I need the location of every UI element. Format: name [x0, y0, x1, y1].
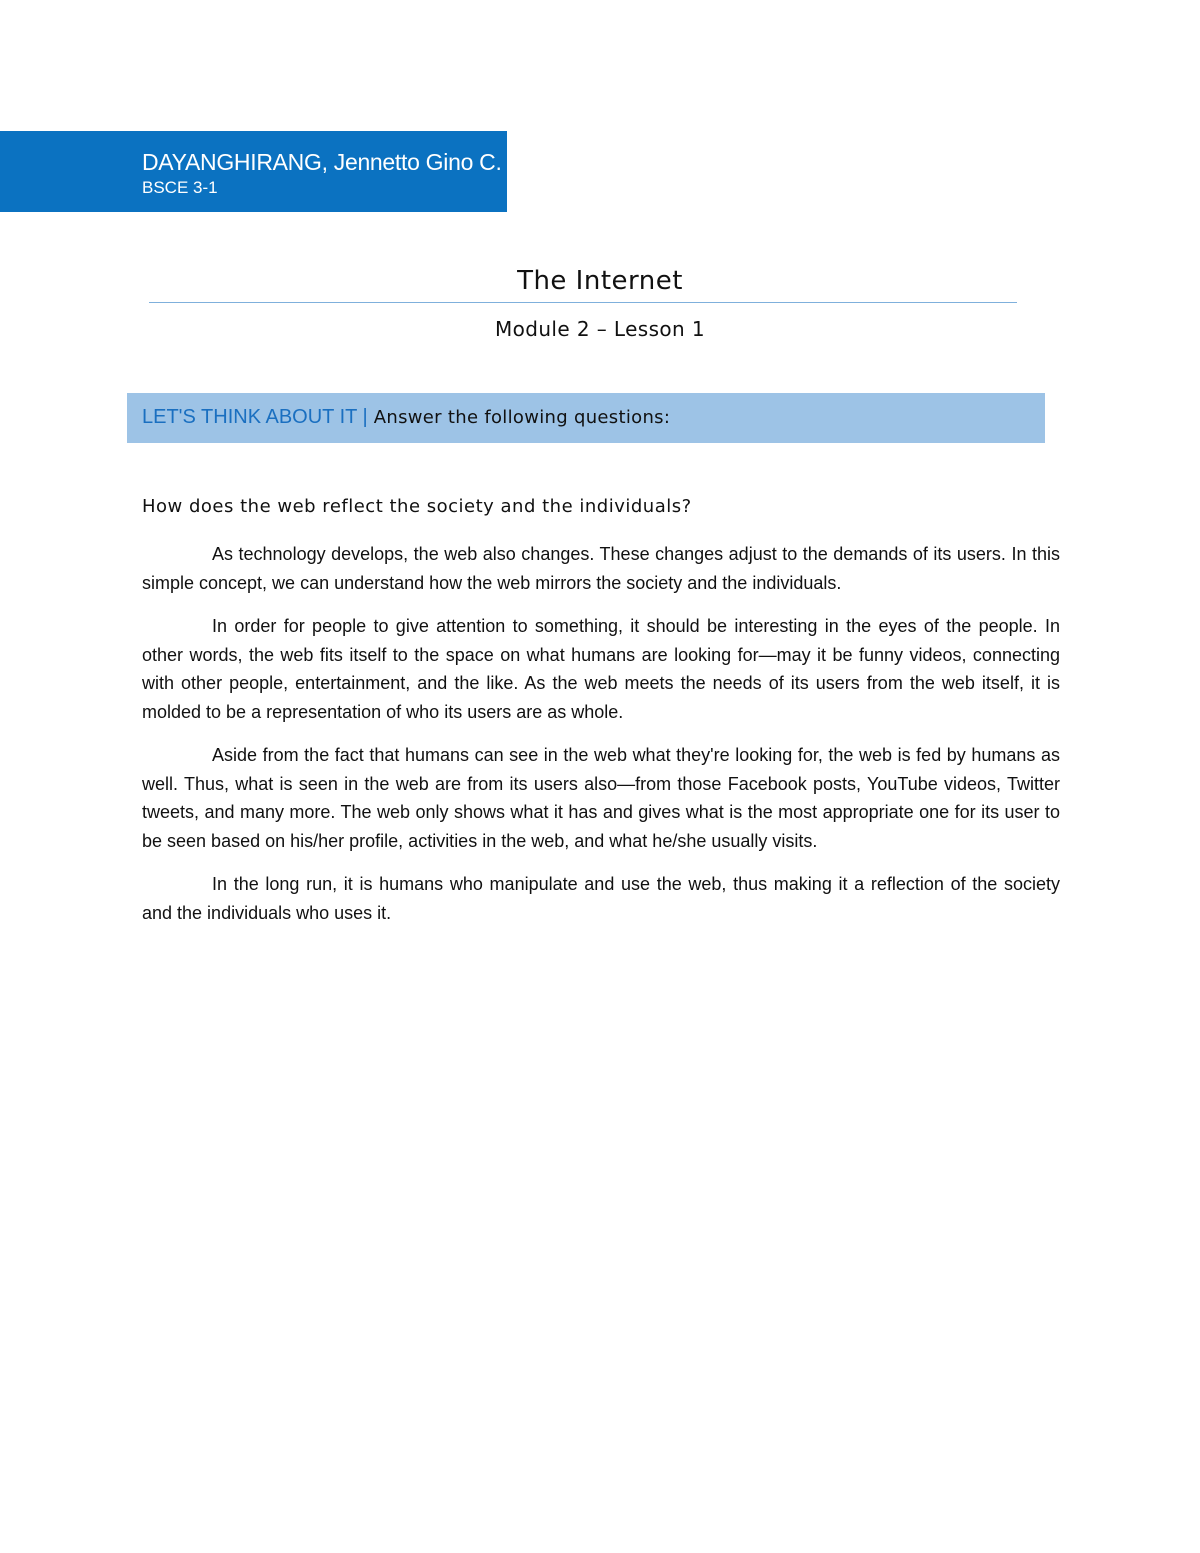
student-name: DAYANGHIRANG, Jennetto Gino C. — [142, 149, 502, 175]
answer-body — [142, 540, 1060, 942]
name-banner — [0, 131, 507, 212]
student-section: BSCE 3-1 — [142, 178, 218, 197]
answer-paragraph: Aside from the fact that humans can see in the web what they're looking for, the web is fed by humans as well. Thus, what is seen in the web are from its users also—from those Facebook posts, YouTube videos, Twitter tweets, and many more. The web only shows what it has and gives what is the most appropriate one for its user to be seen based on his/her profile, activities in the web, and what he/she usually visits. — [142, 745, 1060, 851]
task-label: LET'S THINK ABOUT IT | — [142, 406, 368, 428]
document-subtitle: Module 2 – Lesson 1 — [494, 317, 706, 341]
title-divider — [149, 302, 1017, 303]
task-instruction: Answer the following questions: — [367, 407, 671, 428]
answer-paragraph: In order for people to give attention to something, it should be interesting in the eyes of the people. In other words, the web fits itself to the space on what humans are looking for—may it be funny videos, connecting with other people, entertainment, and the like. As the web meets the needs of its users from the web itself, it is molded to be a representation of who its users are as whole. — [142, 616, 1060, 722]
answer-paragraph: In the long run, it is humans who manipulate and use the web, thus making it a reflection of the society and the individuals who uses it. — [142, 874, 1060, 923]
task-bar — [127, 393, 1045, 443]
question-text: How does the web reflect the society and the individuals? — [142, 496, 692, 517]
answer-paragraph: As technology develops, the web also changes. These changes adjust to the demands of its users. In this simple concept, we can understand how the web mirrors the society and the individuals. — [142, 544, 1060, 593]
document-title: The Internet — [517, 266, 683, 296]
